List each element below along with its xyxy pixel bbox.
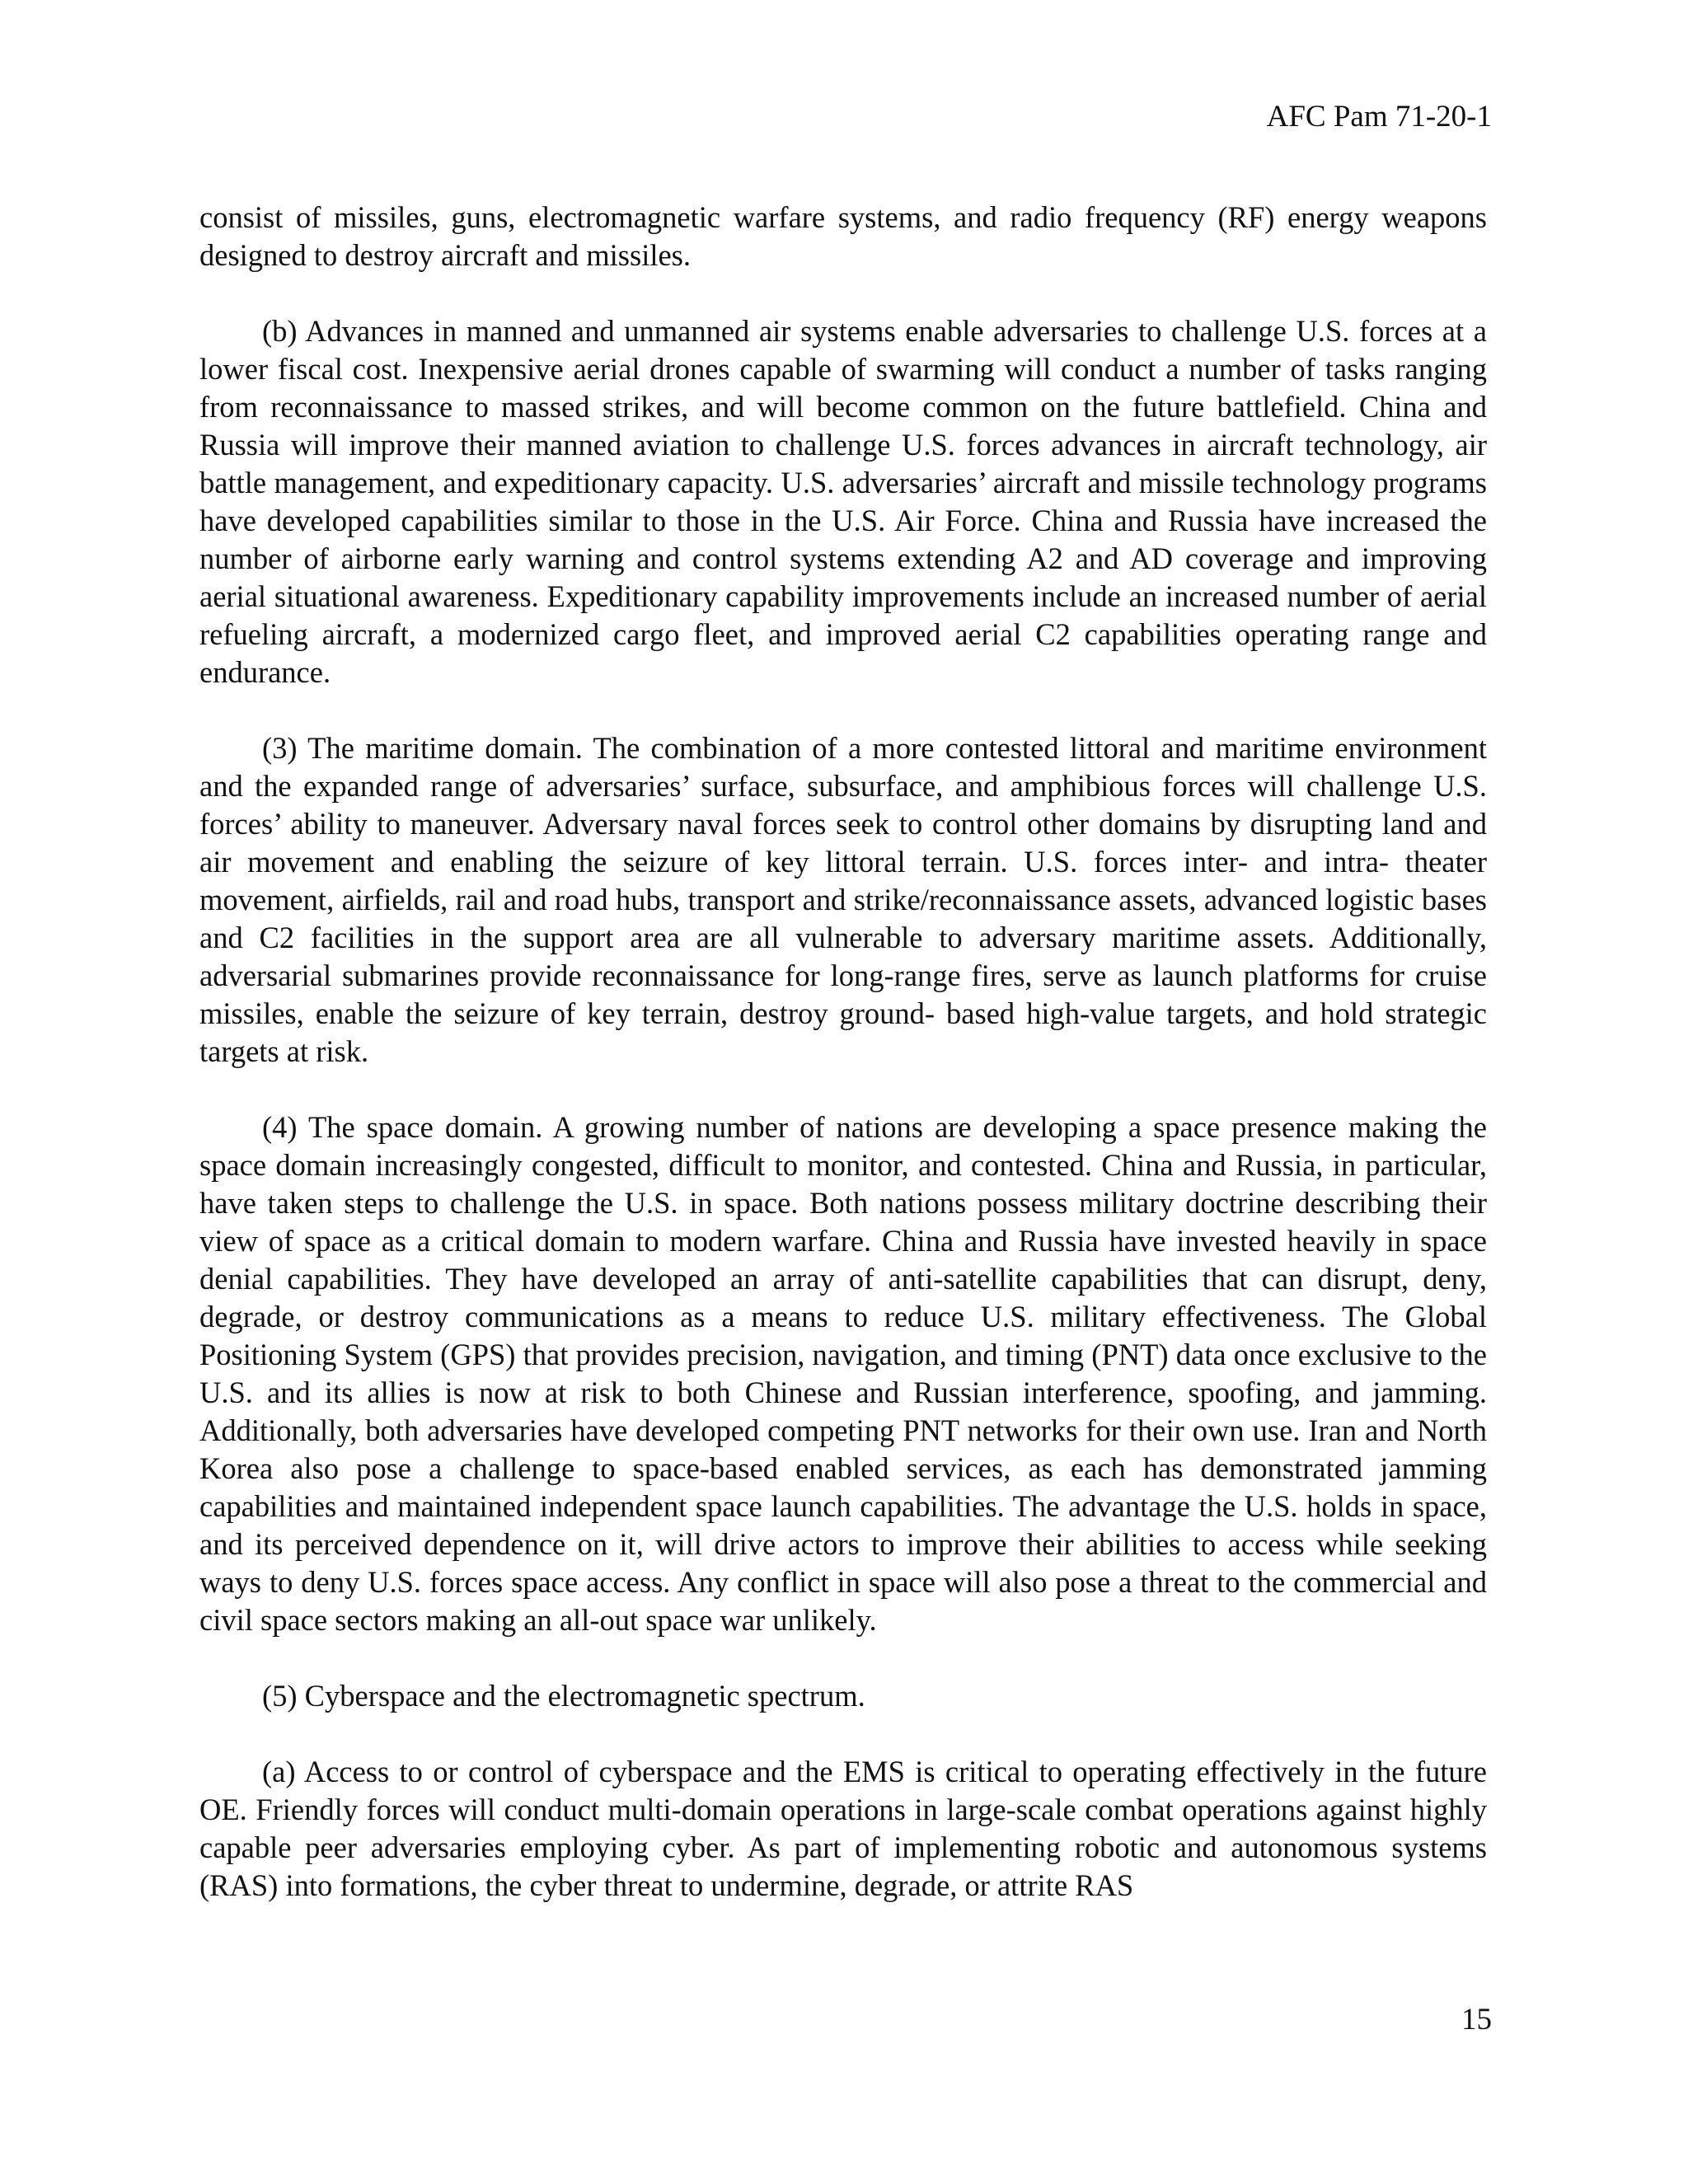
paragraph-continuation: consist of missiles, guns, electromagnetic warfare systems, and radio frequency (RF) energy weapons designed to destroy aircraft and missiles.: [199, 200, 1487, 272]
paragraph-maritime-domain: (3) The maritime domain. The combination of a more contested littoral and maritime environment and the expanded range of adversaries’ surface, subsurface, and amphibious forces will challenge U.S. forces’ ability to maneuver. Adversary naval forces seek to control other domains by disrupting land and air movement and enabling the seizure of key littoral terrain. U.S. forces inter- and intra- theater movement, airfields, rail and road hubs, transport and strike/reconnaissance assets, advanced logistic bases and C2 facilities in the support area are all vulnerable to adversary maritime assets. Additionally, adversarial submarines provide reconnaissance for long-range fires, serve as launch platforms for cruise missiles, enable the seizure of key terrain, destroy ground- based high-value targets, and hold strategic targets at risk.: [199, 731, 1487, 1068]
document-header: AFC Pam 71-20-1: [1266, 100, 1492, 134]
paragraph-cyberspace-heading: (5) Cyberspace and the electromagnetic spectrum.: [262, 1679, 865, 1713]
paragraph-cyberspace-access: (a) Access to or control of cyberspace and the EMS is critical to operating effectively in the future OE. Friendly forces will conduct multi-domain operations in large-scale combat operations against highly capable peer adversaries employing cyber. As part of implementing robotic and autonomous systems (RAS) into formations, the cyber threat to undermine, degrade, or attrite RAS: [199, 1755, 1487, 1902]
paragraph-air-systems: (b) Advances in manned and unmanned air systems enable adversaries to challenge U.S. forces at a lower fiscal cost. Inexpensive aerial drones capable of swarming will conduct a number of tasks ranging from reconnaissance to massed strikes, and will become common on the future battlefield. China and Russia will improve their manned aviation to challenge U.S. forces advances in aircraft technology, air battle management, and expeditionary capacity. U.S. adversaries’ aircraft and missile technology programs have developed capabilities similar to those in the U.S. Air Force. China and Russia have increased the number of airborne early warning and control systems extending A2 and AD coverage and improving aerial situational awareness. Expeditionary capability improvements include an increased number of aerial refueling aircraft, a modernized cargo fleet, and improved aerial C2 capabilities operating range and endurance.: [199, 314, 1487, 689]
paragraph-space-domain: (4) The space domain. A growing number of nations are developing a space presence making the space domain increasingly congested, difficult to monitor, and contested. China and Russia, in particular, have taken steps to challenge the U.S. in space. Both nations possess military doctrine describing their view of space as a critical domain to modern warfare. China and Russia have invested heavily in space denial capabilities. They have developed an array of anti-satellite capabilities that can disrupt, deny, degrade, or destroy communications as a means to reduce U.S. military effectiveness. The Global Positioning System (GPS) that provides precision, navigation, and timing (PNT) data once exclusive to the U.S. and its allies is now at risk to both Chinese and Russian interference, spoofing, and jamming. Additionally, both adversaries have developed competing PNT networks for their own use. Iran and North Korea also pose a challenge to space-based enabled services, as each has demonstrated jamming capabilities and maintained independent space launch capabilities. The advantage the U.S. holds in space, and its perceived dependence on it, will drive actors to improve their abilities to access while seeking ways to deny U.S. forces space access. Any conflict in space will also pose a threat to the commercial and civil space sectors making an all-out space war unlikely.: [199, 1110, 1487, 1637]
document-body: [199, 199, 1487, 1943]
page-number: 15: [1461, 2003, 1492, 2036]
